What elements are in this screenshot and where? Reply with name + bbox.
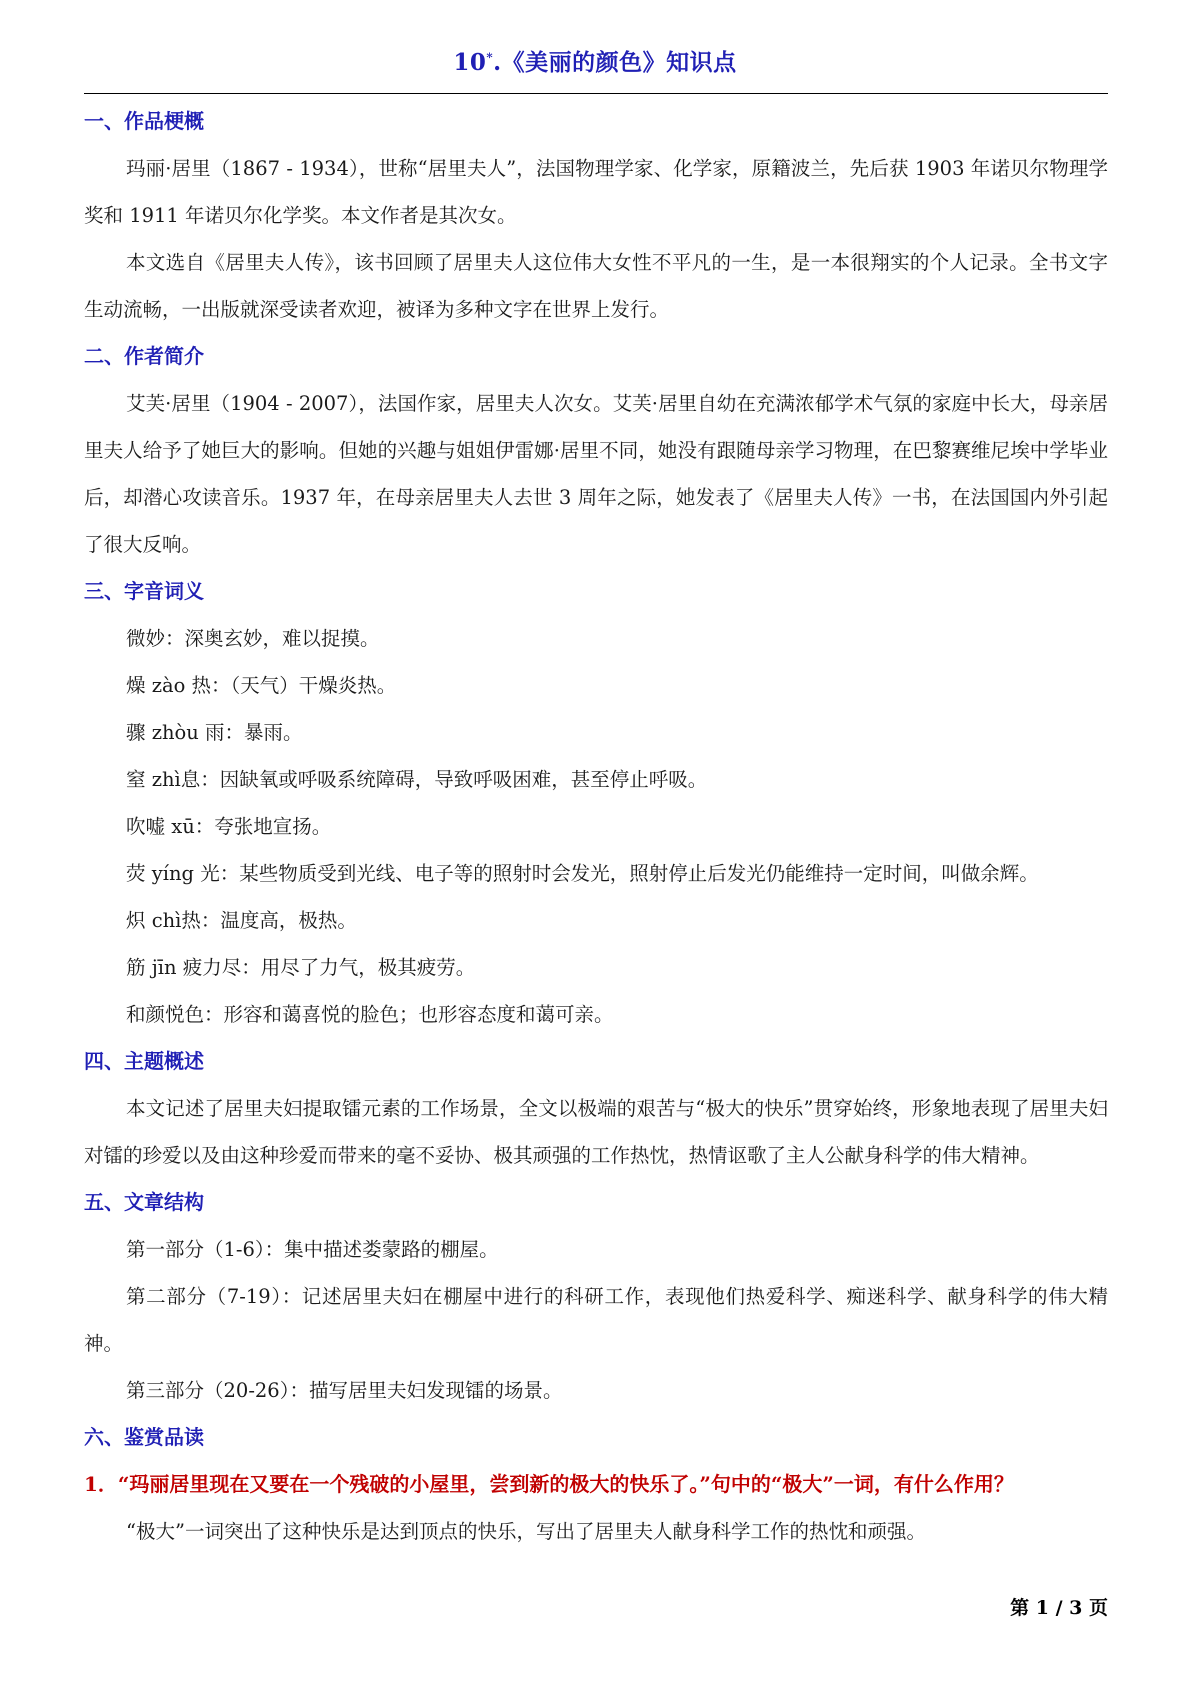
paragraph: 玛丽·居里（1867 - 1934），世称“居里夫人”，法国物理学家、化学家，原籍波兰，先后获 1903 年诺贝尔物理学奖和 1911 年诺贝尔化学奖。本文作者是其次女。 xyxy=(84,157,1108,227)
paragraph: 第一部分（1-6）：集中描述娄蒙路的棚屋。 xyxy=(126,1238,499,1261)
document-body xyxy=(84,98,1108,1555)
paragraph: 本文选自《居里夫人传》，该书回顾了居里夫人这位伟大女性不平凡的一生，是一本很翔实的个人记录。全书文字生动流畅，一出版就深受读者欢迎，被译为多种文字在世界上发行。 xyxy=(84,251,1108,321)
vocab-item: 炽 chì热：温度高，极热。 xyxy=(126,909,357,932)
title-divider xyxy=(84,93,1108,94)
question: 1．“玛丽居里现在又要在一个残破的小屋里，尝到新的极大的快乐了。”句中的“极大”一词，有什么作用？ xyxy=(84,1472,1014,1496)
vocab-item: 窒 zhì息：因缺氧或呼吸系统障碍，导致呼吸困难，甚至停止呼吸。 xyxy=(126,768,708,791)
section-heading-vocabulary: 三、字音词义 xyxy=(84,579,204,603)
section-heading-appreciation: 六、鉴赏品读 xyxy=(84,1425,204,1449)
paragraph: 第二部分（7-19）：记述居里夫妇在棚屋中进行的科研工作，表现他们热爱科学、痴迷科学、献身科学的伟大精神。 xyxy=(84,1285,1108,1355)
section-heading-structure: 五、文章结构 xyxy=(84,1190,204,1214)
page-number: 第 1 / 3 页 xyxy=(1010,1597,1108,1619)
paragraph: 第三部分（20-26）：描写居里夫妇发现镭的场景。 xyxy=(126,1379,563,1402)
vocab-item: 荧 yíng 光：某些物质受到光线、电子等的照射时会发光，照射停止后发光仍能维持一定时间，叫做余辉。 xyxy=(126,862,1039,885)
section-heading-synopsis: 一、作品梗概 xyxy=(84,109,204,133)
section-heading-author: 二、作者简介 xyxy=(84,344,204,368)
vocab-item: 燥 zào 热：（天气）干燥炎热。 xyxy=(126,674,397,697)
vocab-item: 筋 jīn 疲力尽：用尽了力气，极其疲劳。 xyxy=(126,956,476,979)
vocab-item: 骤 zhòu 雨：暴雨。 xyxy=(126,721,303,744)
title-number: 10 xyxy=(453,49,487,76)
section-heading-theme: 四、主题概述 xyxy=(84,1049,204,1073)
vocab-item: 吹嘘 xū：夸张地宣扬。 xyxy=(126,815,332,838)
title-star: * xyxy=(486,50,494,65)
vocab-item: 微妙：深奥玄妙，难以捉摸。 xyxy=(126,627,380,650)
paragraph: 艾芙·居里（1904 - 2007），法国作家，居里夫人次女。艾芙·居里自幼在充满浓郁学术气氛的家庭中长大，母亲居里夫人给予了她巨大的影响。但她的兴趣与姐姐伊雷娜·居里不同，她没有跟随母亲学习物理，在巴黎赛维尼埃中学毕业后，却潜心攻读音乐。1937 年，在母亲居里夫人去世 3 周年之际，她发表了《居里夫人传》一书，在法国国内外引起了很大反响。 xyxy=(84,392,1108,556)
title-text: .《美丽的颜色》知识点 xyxy=(493,49,737,76)
page-title xyxy=(0,44,1190,77)
paragraph: 本文记述了居里夫妇提取镭元素的工作场景，全文以极端的艰苦与“极大的快乐”贯穿始终，形象地表现了居里夫妇对镭的珍爱以及由这种珍爱而带来的毫不妥协、极其顽强的工作热忱，热情讴歌了主人公献身科学的伟大精神。 xyxy=(84,1097,1108,1167)
answer: “极大”一词突出了这种快乐是达到顶点的快乐，写出了居里夫人献身科学工作的热忱和顽强。 xyxy=(126,1520,926,1543)
vocab-item: 和颜悦色：形容和蔼喜悦的脸色；也形容态度和蔼可亲。 xyxy=(126,1003,614,1026)
